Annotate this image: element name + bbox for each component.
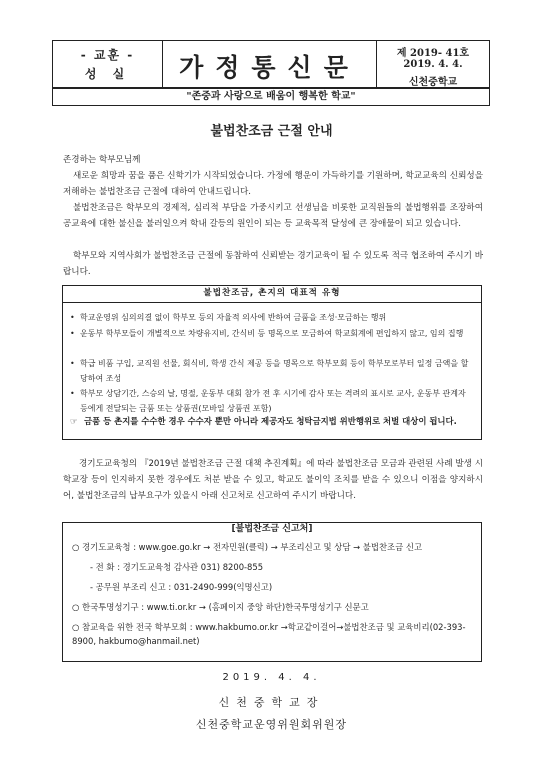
footer-date: 2019. 4. 4. [222,672,321,683]
report-heading: [불법찬조금 신고처] [231,524,313,534]
list-item [70,356,475,386]
motto-label: - 교훈 - [80,48,135,62]
warning-text: 금품 등 촌지를 수수한 경우 수수자 뿐만 아니라 제공자도 청탁금지법 위반행위로 처벌 대상이 됩니다. [84,416,457,426]
pointing-hand-icon: ☞ [70,416,78,426]
issue-date: 2019. 4. 4. [403,59,463,70]
list-item-text: 학부모 상담기간, 스승의 날, 명절, 운동부 대회 참가 전 후 시기에 감사 또는 격려의 표시로 교사, 운동부 관계자 등에게 전달되는 금품 또는 상품권(모바일 상품권 포함) [80,389,466,413]
bullet-icon: • [70,329,75,338]
committee-signature: 신천중학교운영위원회위원장 [195,718,348,731]
bullet-icon: • [70,313,75,322]
report-item-text: 한국투명성기구 : www.ti.or.kr → (홈페이지 중앙 하단)한국투명성기구 신문고 [81,602,369,612]
types-heading: 불법찬조금, 촌지의 대표적 유형 [62,285,482,303]
bullet-icon: • [70,359,75,368]
bullet-icon: • [70,389,75,398]
paragraph-request: 학부모와 지역사회가 불법찬조금 근절에 동참하여 신뢰받는 경기교육이 될 수 있도록 적극 협조하여 주시기 바랍니다. [63,251,483,277]
newsletter-title-box [162,40,377,88]
issue-number: 제 2019- 41호 [396,48,470,59]
warning-note [70,414,478,428]
circle-icon: ○ [72,622,80,632]
paragraph-intro: 새로운 희망과 꿈을 품은 신학기가 시작되었습니다. 가정에 행운이 가득하기를 기원하며, 학교교육의 신뢰성을 저해하는 불법찬조금 근절에 대하여 안내드립니다. [63,171,483,197]
list-item [70,310,475,325]
list-item [70,326,475,341]
list-item-text: 학급 비품 구입, 교직원 선물, 회식비, 학생 간식 제공 등을 명목으로 학부모회 등이 학부모로부터 일정 금액을 할당하여 조성 [80,359,469,383]
paragraph-problem: 불법찬조금은 학부모의 경제적, 심리적 부담을 가중시키고 선생님을 비롯한 교직원들의 불법행위를 조장하여 공교육에 대한 불신을 불러일으켜 학내 갈등의 원인이 되는 등 교육목적 달성에 큰 장애물이 되고 있습니다. [63,203,483,229]
report-item-ti [72,600,477,614]
school-name: 신천중학교 [408,77,458,88]
greeting: 존경하는 학부모님께 [63,155,141,165]
principal-signature: 신천중학교장 [218,696,325,709]
report-item-text: 경기도교육청 : www.goe.go.kr → 전자민원(클릭) → 부조리신고 및 상담 → 불법찬조금 신고 [81,542,423,552]
report-item-hakbumo [72,620,477,648]
report-phone: - 전 화 : 경기도교육청 감사관 031) 8200-855 [90,562,264,572]
motto-box [52,40,162,88]
motto-value: 성 실 [84,67,131,81]
circle-icon: ○ [72,542,80,552]
newsletter-title: 가정통신문 [179,53,360,82]
report-item-text: 참교육을 위한 전국 학부모회 : www.hakbumo.or.kr →학교같이걸어→불법찬조금 및 교육비리(02-393-8900, hakbumo@hanmail.net) [72,622,466,646]
issue-info-box [377,40,490,88]
paragraph-policy: 경기도교육청의 『2019년 불법찬조금 근절 대책 추진계획』에 따라 불법찬조금 모금과 관련된 사례 발생 시 학교장 등이 인지하지 못한 경우에도 처분 받을 수 있고, 학교도 불이익 조치를 받을 수 있으니 이점을 양지하시어, 불법찬조금의 납부요구가 있을시 아래 신고처로 신고하여 주시기 바랍니다. [63,459,483,501]
report-official-phone: - 공무원 부조리 신고 : 031-2490-999(익명신고) [90,582,273,592]
school-motto: "존중과 사랑으로 배움이 행복한 학교" [52,88,490,106]
document-title: 불법찬조금 근절 안내 [210,124,333,139]
list-item-text: 학교운영위 심의의결 없이 학부모 등의 자율적 의사에 반하여 금품을 조성·모금하는 행위 [80,313,387,322]
circle-icon: ○ [72,602,80,612]
list-item [70,386,475,416]
list-item-text: 운동부 학부모들이 개별적으로 차량유지비, 간식비 등 명목으로 모금하여 학교회계에 편입하지 않고, 임의 집행 [80,329,464,338]
report-item-goe [72,540,477,554]
